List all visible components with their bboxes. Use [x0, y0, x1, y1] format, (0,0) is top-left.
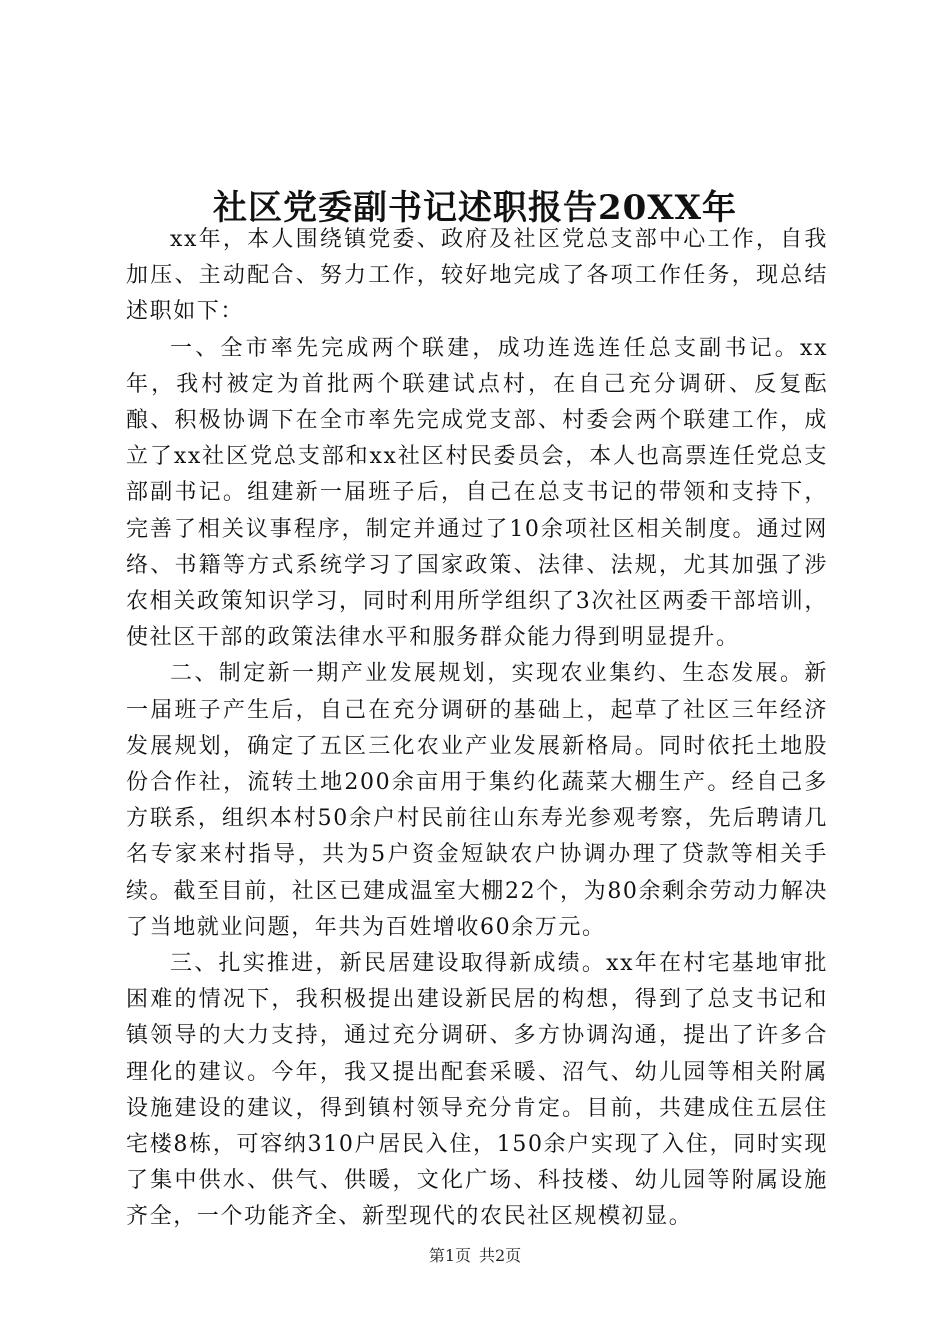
- section-two-paragraph: 二、制定新一期产业发展规划，实现农业集约、生态发展。新一届班子产生后，自己在充分调研的基础上，起草了社区三年经济发展规划，确定了五区三化农业产业发展新格局。同时依托土地股份合作社，流转土地200余亩用于集约化蔬菜大棚生产。经自己多方联系，组织本村50余户村民前往山东寿光参观考察，先后聘请几名专家来村指导，共为5户资金短缺农户协调办理了贷款等相关手续。截至目前，社区已建成温室大棚22个，为80余剩余劳动力解决了当地就业问题，年共为百姓增收60余万元。: [126, 661, 828, 940]
- page-number-total: 共2页: [479, 1246, 522, 1265]
- document-body: [126, 222, 828, 1236]
- section-one-paragraph: 一、全市率先完成两个联建，成功连选连任总支副书记。xx年，我村被定为首批两个联建试点村，在自己充分调研、反复酝酿、积极协调下在全市率先完成党支部、村委会两个联建工作，成立了xx社区党总支部和xx社区村民委员会，本人也高票连任党总支部副书记。组建新一届班子后，自己在总支书记的带领和支持下，完善了相关议事程序，制定并通过了10余项社区相关制度。通过网络、书籍等方式系统学习了国家政策、法律、法规，尤其加强了涉农相关政策知识学习，同时利用所学组织了3次社区两委干部培训，使社区干部的政策法律水平和服务群众能力得到明显提升。: [126, 335, 828, 651]
- section-three-paragraph: 三、扎实推进，新民居建设取得新成绩。xx年在村宅基地审批困难的情况下，我积极提出建设新民居的构想，得到了总支书记和镇领导的大力支持，通过充分调研、多方协调沟通，提出了许多合理化的建议。今年，我又提出配套采暖、沼气、幼儿园等相关附属设施建设的建议，得到镇村领导充分肯定。目前，共建成住五层住宅楼8栋，可容纳310户居民入住，150余户实现了入住，同时实现了集中供水、供气、供暖，文化广场、科技楼、幼儿园等附属设施齐全，一个功能齐全、新型现代的农民社区规模初显。: [126, 951, 828, 1230]
- intro-paragraph: xx年，本人围绕镇党委、政府及社区党总支部中心工作，自我加压、主动配合、努力工作，较好地完成了各项工作任务，现总结述职如下：: [126, 227, 828, 325]
- document-title: 社区党委副书记述职报告20XX年: [212, 188, 738, 228]
- page-number-current: 第1页: [428, 1246, 471, 1265]
- page-footer: [0, 1244, 950, 1268]
